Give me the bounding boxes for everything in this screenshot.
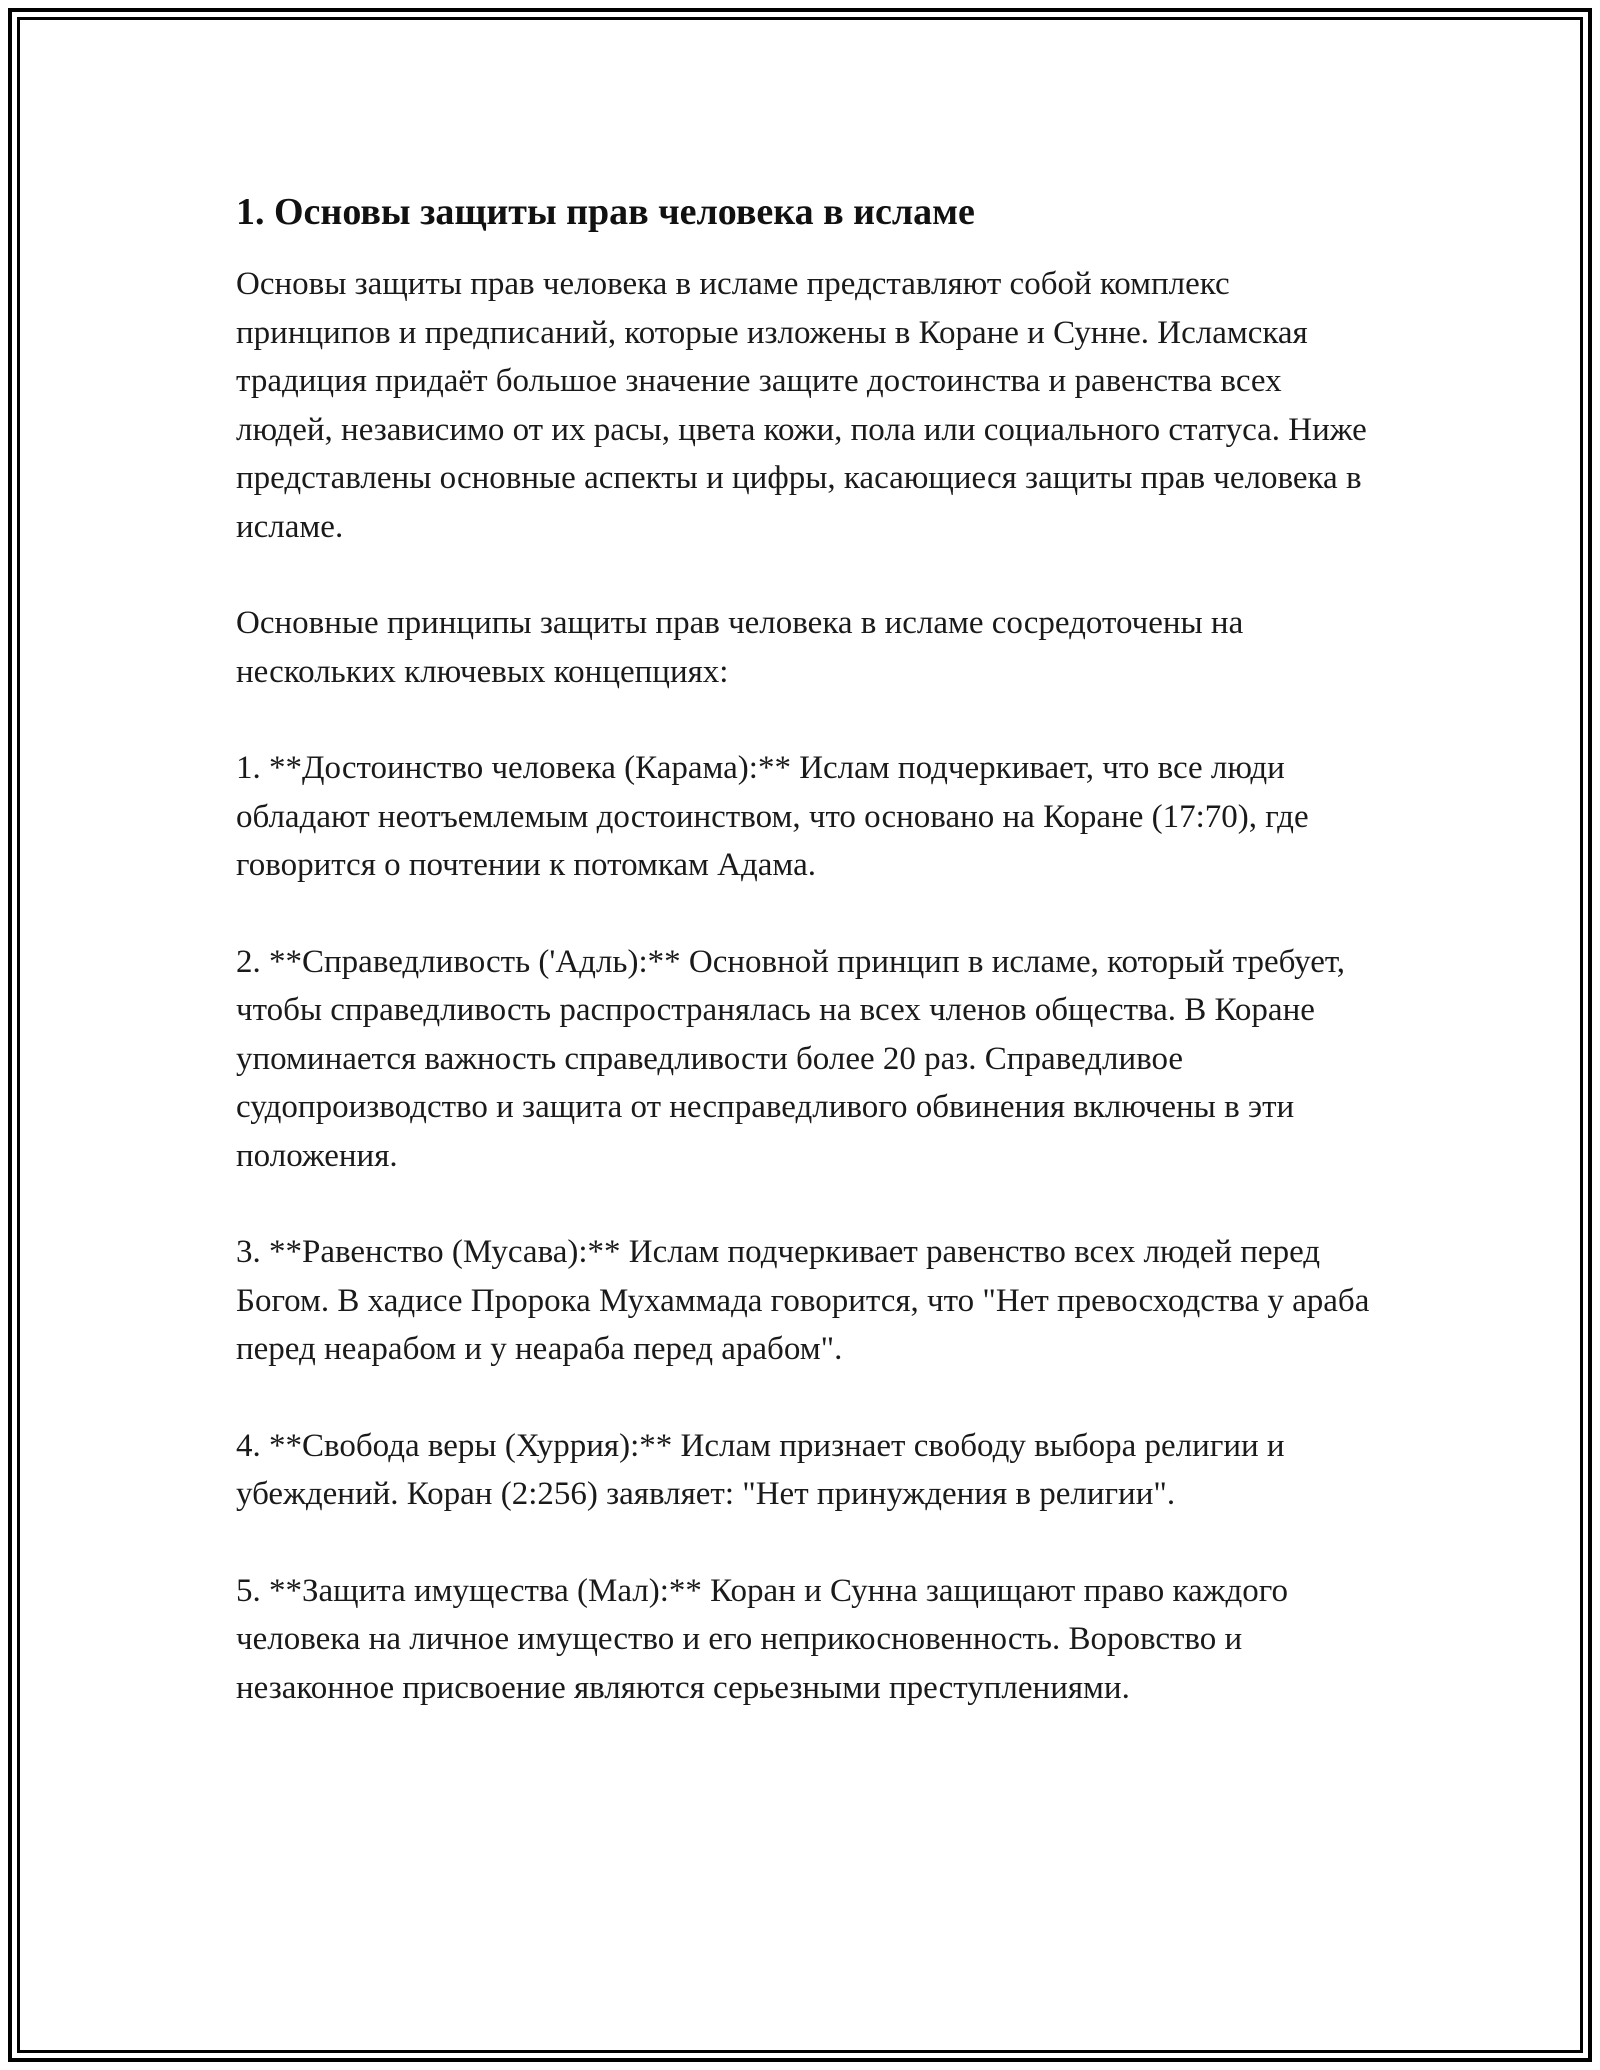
document-body xyxy=(236,186,1376,1760)
paragraph-intro: Основы защиты прав человека в исламе представляют собой комплекс принципов и предписаний, которые изложены в Коране и Сунне. Исламская традиция придаёт большое значение защите достоинства и равенства всех людей, независимо от их расы, цвета кожи, пола или социального статуса. Ниже представлены основные аспекты и цифры, касающиеся защиты прав человека в исламе. xyxy=(236,266,1367,545)
list-item-dignity: 1. **Достоинство человека (Карама):** Ислам подчеркивает, что все люди обладают неотъемлемым достоинством, что основано на Коране (17:70), где говорится о почтении к потомкам Адама. xyxy=(236,750,1309,883)
list-item-justice: 2. **Справедливость ('Адль):** Основной принцип в исламе, который требует, чтобы справедливость распространялась на всех членов общества. В Коране упоминается важность справедливости более 20 раз. Справедливое судопроизводство и защита от несправедливого обвинения включены в эти положения. xyxy=(236,943,1346,1174)
list-item-freedom-of-faith: 4. **Свобода веры (Хуррия):** Ислам признает свободу выбора религии и убеждений. Коран (2:256) заявляет: "Нет принуждения в религии". xyxy=(236,1427,1285,1512)
list-item-property-protection: 5. **Защита имущества (Мал):** Коран и Сунна защищают право каждого человека на личное имущество и его неприкосновенность. Воровство и незаконное присвоение являются серьезными преступлениями. xyxy=(236,1572,1288,1706)
section-heading: 1. Основы защиты прав человека в исламе xyxy=(236,191,975,233)
paragraph-principles-lead: Основные принципы защиты прав человека в исламе сосредоточены на нескольких ключевых концепциях: xyxy=(236,605,1244,690)
list-item-equality: 3. **Равенство (Мусава):** Ислам подчеркивает равенство всех людей перед Богом. В хадисе Пророка Мухаммада говорится, что "Нет превосходства у араба перед неарабом и у неараба перед арабом". xyxy=(236,1234,1370,1367)
